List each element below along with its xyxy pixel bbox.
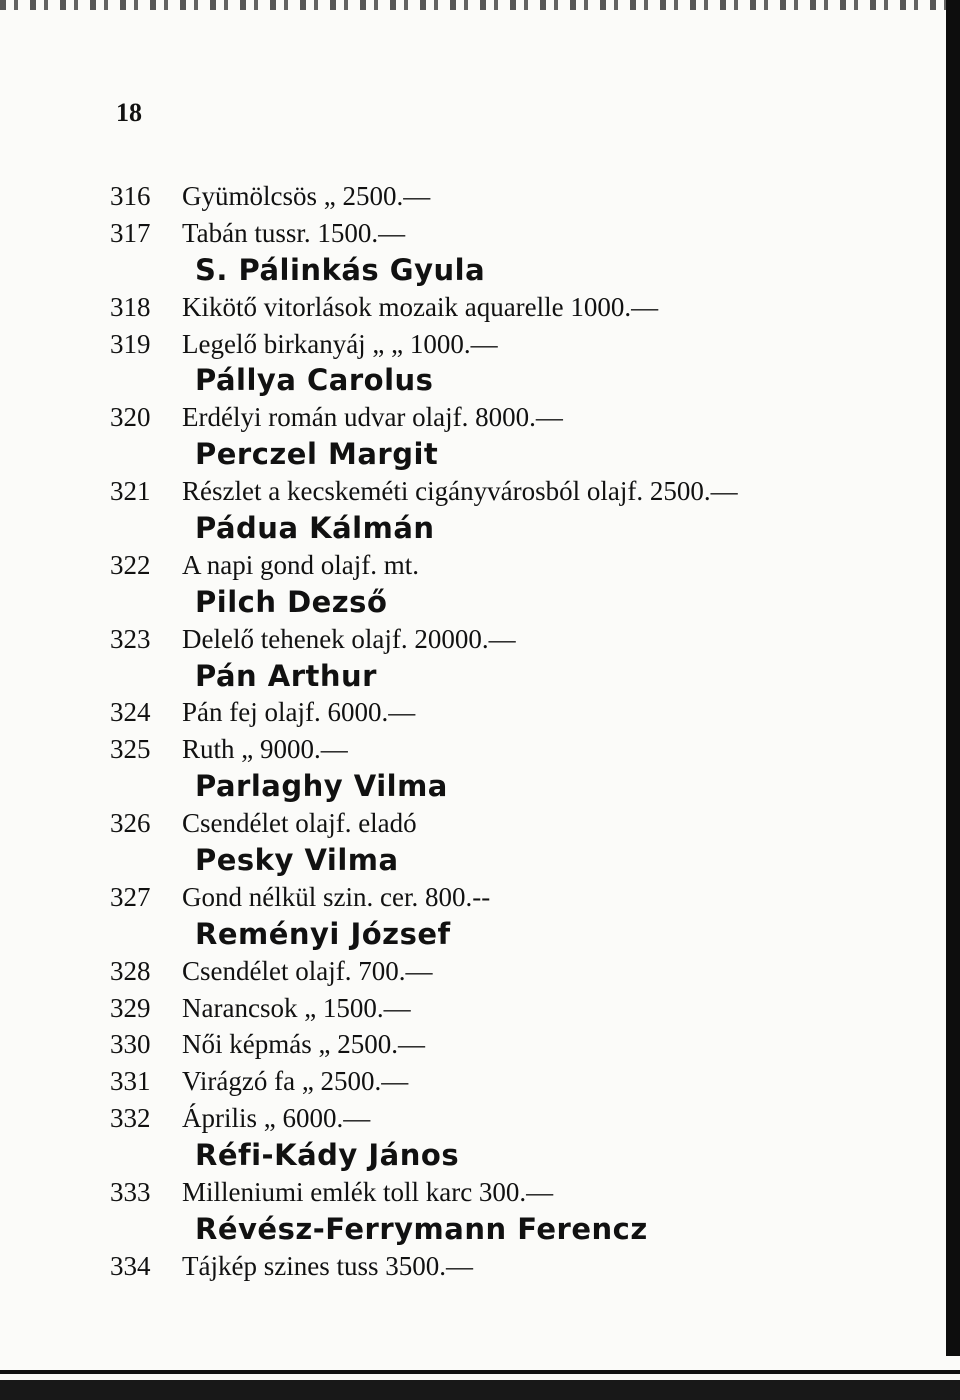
artist-heading: Parlaghy Vilma <box>195 769 448 804</box>
catalog-entry <box>110 473 950 510</box>
catalog-entry <box>110 1026 950 1063</box>
entry-description: Virágzó fa „ 2500.— <box>182 1066 409 1097</box>
catalog-entry <box>110 694 950 731</box>
catalog-entry <box>110 215 950 252</box>
entry-description: Erdélyi román udvar olajf. 8000.— <box>182 402 563 433</box>
entry-number: 327 <box>110 881 151 912</box>
entry-number: 332 <box>110 1103 151 1134</box>
entry-description: Pán fej olajf. 6000.— <box>182 697 416 728</box>
entry-number: 317 <box>110 217 151 248</box>
entry-description: Április „ 6000.— <box>182 1103 371 1134</box>
catalog-entry <box>110 1248 950 1285</box>
entry-description: Legelő birkanyáj „ „ 1000.— <box>182 328 498 359</box>
artist-heading: Pádua Kálmán <box>195 511 435 546</box>
catalog-entry <box>110 621 950 658</box>
entry-number: 320 <box>110 402 151 433</box>
entry-number: 318 <box>110 291 151 322</box>
catalog-entry <box>110 1100 950 1137</box>
entry-number: 322 <box>110 549 151 580</box>
entry-number: 330 <box>110 1029 151 1060</box>
entry-description: Ruth „ 9000.— <box>182 734 348 765</box>
catalog-entry <box>110 731 950 768</box>
catalog-entry <box>110 953 950 990</box>
entry-description: Csendélet olajf. 700.— <box>182 955 433 986</box>
entry-number: 333 <box>110 1177 151 1208</box>
entry-number: 328 <box>110 955 151 986</box>
entry-description: Részlet a kecskeméti cigányvárosból olajf. 2500.— <box>182 476 738 507</box>
entry-description: Tabán tussr. 1500.— <box>182 217 406 248</box>
entry-number: 334 <box>110 1250 151 1281</box>
catalog-entry <box>110 1063 950 1100</box>
catalog-entry <box>110 1174 950 1211</box>
artist-heading: Pilch Dezső <box>195 584 388 619</box>
catalog-entry <box>110 178 950 215</box>
artist-heading: Perczel Margit <box>195 437 439 472</box>
entry-number: 324 <box>110 697 151 728</box>
entry-description: Tájkép szines tuss 3500.— <box>182 1250 473 1281</box>
entry-number: 331 <box>110 1066 151 1097</box>
entry-description: Milleniumi emlék toll karc 300.— <box>182 1177 554 1208</box>
entry-description: Kikötő vitorlások mozaik aquarelle 1000.— <box>182 291 659 322</box>
entry-description: A napi gond olajf. mt. <box>182 549 419 580</box>
artist-heading: Révész-Ferrymann Ferencz <box>195 1211 648 1246</box>
catalog-entry <box>110 547 950 584</box>
catalog-entry <box>110 399 950 436</box>
artist-heading: Pán Arthur <box>195 658 377 693</box>
entry-number: 329 <box>110 992 151 1023</box>
entry-description: Csendélet olajf. eladó <box>182 808 417 839</box>
entry-number: 326 <box>110 808 151 839</box>
catalog-entries <box>110 178 950 1285</box>
catalog-entry <box>110 805 950 842</box>
entry-number: 325 <box>110 734 151 765</box>
scan-edge-top <box>0 0 960 10</box>
artist-heading: Reményi József <box>195 916 451 951</box>
entry-description: Narancsok „ 1500.— <box>182 992 411 1023</box>
entry-description: Gyümölcsös „ 2500.— <box>182 181 431 211</box>
entry-description: Gond nélkül szin. cer. 800.-- <box>182 881 491 912</box>
entry-description: Delelő tehenek olajf. 20000.— <box>182 623 516 654</box>
catalog-entry <box>110 990 950 1027</box>
artist-heading: Pesky Vilma <box>195 843 399 878</box>
catalog-entry <box>110 289 950 326</box>
artist-heading: Pállya Carolus <box>195 363 434 398</box>
entry-description: Női képmás „ 2500.— <box>182 1029 425 1060</box>
entry-number: 316 <box>110 181 151 211</box>
scan-edge-bottom <box>0 1356 960 1400</box>
catalog-entry <box>110 326 950 363</box>
catalog-entry <box>110 879 950 916</box>
entry-number: 323 <box>110 623 151 654</box>
entry-number: 319 <box>110 328 151 359</box>
entry-number: 321 <box>110 476 151 507</box>
artist-heading: Réfi-Kády János <box>195 1138 460 1173</box>
artist-heading: S. Pálinkás Gyula <box>195 252 486 287</box>
page-number: 18 <box>116 98 142 127</box>
